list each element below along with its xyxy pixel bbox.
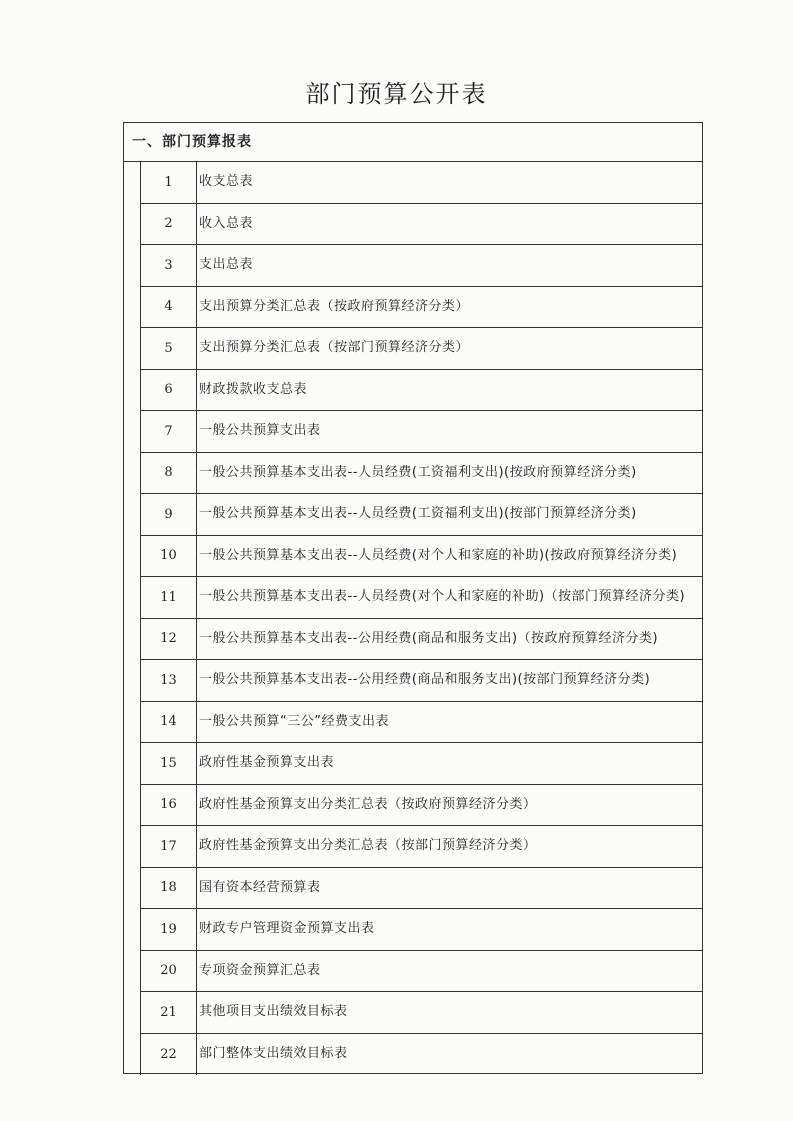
row-table-name: 收支总表 <box>199 174 254 190</box>
row-number: 3 <box>141 245 197 286</box>
table-row <box>140 660 702 702</box>
row-table-name: 支出总表 <box>199 257 254 273</box>
row-table-name: 国有资本经营预算表 <box>199 879 321 895</box>
row-table-name: 政府性基金预算支出分类汇总表（按部门预算经济分类） <box>199 838 537 854</box>
row-number: 14 <box>141 702 197 743</box>
row-table-name: 部门整体支出绩效目标表 <box>199 1046 348 1062</box>
row-number: 1 <box>141 162 197 203</box>
table-row <box>140 619 702 661</box>
row-number: 15 <box>141 743 197 784</box>
row-number: 8 <box>141 453 197 494</box>
row-number: 16 <box>141 785 197 826</box>
table-row <box>140 785 702 827</box>
row-table-name: 一般公共预算基本支出表--公用经费(商品和服务支出)(按部门预算经济分类) <box>199 672 651 688</box>
row-table-name: 一般公共预算支出表 <box>199 423 321 439</box>
row-number: 20 <box>141 951 197 992</box>
section-heading: 一、部门预算报表 <box>124 123 702 162</box>
row-number: 4 <box>141 287 197 328</box>
table-row <box>140 162 702 204</box>
row-number: 10 <box>141 536 197 577</box>
table-body <box>140 162 702 1075</box>
row-number: 9 <box>141 494 197 535</box>
page-title: 部门预算公开表 <box>305 80 488 108</box>
row-number: 22 <box>141 1034 197 1076</box>
table-row <box>140 536 702 578</box>
table-row <box>140 702 702 744</box>
row-number: 11 <box>141 577 197 618</box>
row-number: 6 <box>141 370 197 411</box>
table-row <box>140 370 702 412</box>
table-row <box>140 577 702 619</box>
row-number: 21 <box>141 992 197 1033</box>
row-number: 12 <box>141 619 197 660</box>
row-table-name: 支出预算分类汇总表（按政府预算经济分类） <box>199 298 470 314</box>
row-table-name: 一般公共预算“三公”经费支出表 <box>199 713 389 729</box>
row-table-name: 支出预算分类汇总表（按部门预算经济分类） <box>199 340 470 356</box>
row-table-name: 专项资金预算汇总表 <box>199 962 321 978</box>
row-table-name: 其他项目支出绩效目标表 <box>199 1004 348 1020</box>
table-row <box>140 951 702 993</box>
row-table-name: 一般公共预算基本支出表--人员经费(工资福利支出)(按部门预算经济分类) <box>199 506 637 522</box>
row-table-name: 政府性基金预算支出分类汇总表（按政府预算经济分类） <box>199 796 537 812</box>
table-row <box>140 494 702 536</box>
row-table-name: 一般公共预算基本支出表--公用经费(商品和服务支出)（按政府预算经济分类) <box>199 630 659 646</box>
row-table-name: 财政拨款收支总表 <box>199 381 308 397</box>
table-row <box>140 992 702 1034</box>
row-table-name: 一般公共预算基本支出表--人员经费(对个人和家庭的补助)（按部门预算经济分类) <box>199 589 686 605</box>
row-number: 18 <box>141 868 197 909</box>
table-row <box>140 287 702 329</box>
row-number: 7 <box>141 411 197 452</box>
row-table-name: 收入总表 <box>199 215 254 231</box>
row-number: 13 <box>141 660 197 701</box>
table-row <box>140 411 702 453</box>
table-row <box>140 453 702 495</box>
row-number: 5 <box>141 328 197 369</box>
table-row <box>140 328 702 370</box>
table-row <box>140 245 702 287</box>
table-row <box>140 743 702 785</box>
table-row <box>140 909 702 951</box>
row-table-name: 一般公共预算基本支出表--人员经费(工资福利支出)(按政府预算经济分类) <box>199 464 637 480</box>
row-number: 2 <box>141 204 197 245</box>
row-table-name: 一般公共预算基本支出表--人员经费(对个人和家庭的补助)(按政府预算经济分类) <box>199 547 678 563</box>
table-row <box>140 204 702 246</box>
table-row <box>140 826 702 868</box>
row-number: 19 <box>141 909 197 950</box>
budget-table <box>123 122 703 1074</box>
row-number: 17 <box>141 826 197 867</box>
table-row <box>140 868 702 910</box>
row-table-name: 政府性基金预算支出表 <box>199 755 335 771</box>
table-row <box>140 1034 702 1076</box>
row-table-name: 财政专户管理资金预算支出表 <box>199 921 375 937</box>
